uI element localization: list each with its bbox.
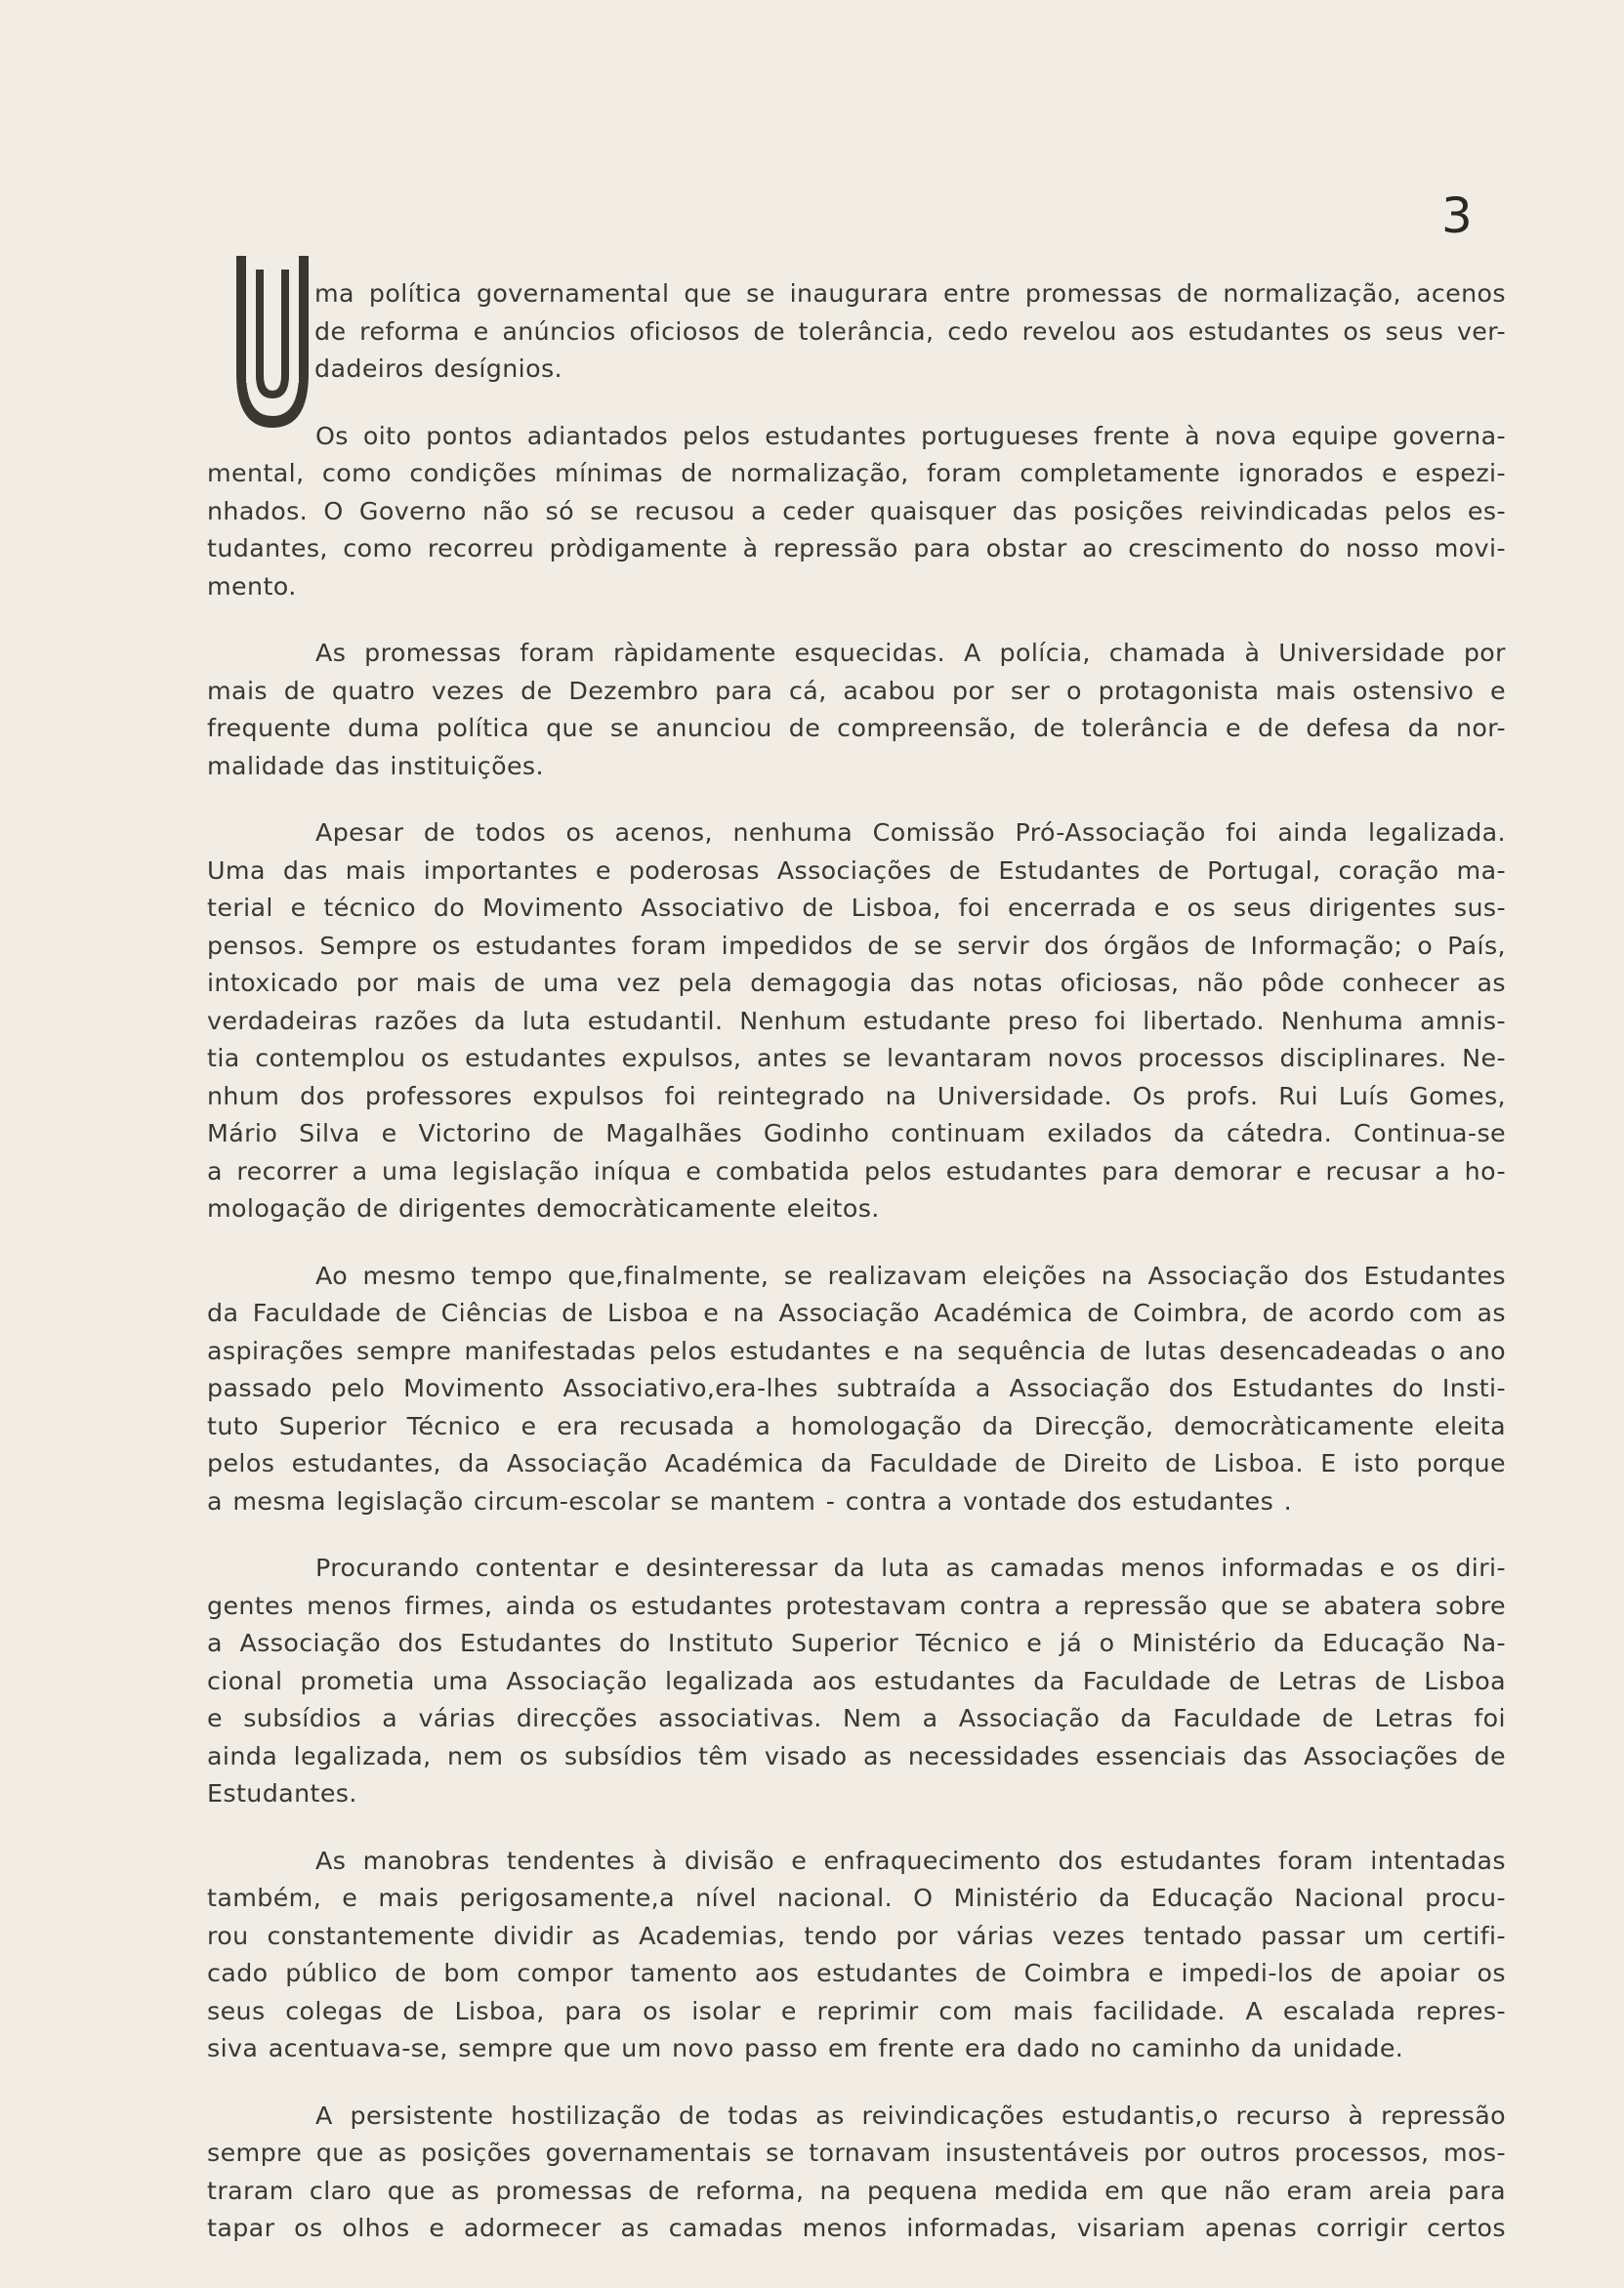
- text-line: e subsídios a várias direcções associativas. Nem a Associação da Faculdade de Letras foi: [207, 1704, 1506, 1732]
- text-line: Os oito pontos adiantados pelos estudantes portugueses frente à nova equipe governa-: [315, 421, 1506, 450]
- text-line: a mesma legislação circum-escolar se mantem - contra a vontade dos estudantes .: [207, 1486, 1293, 1516]
- text-line: Ao mesmo tempo que,finalmente, se realizavam eleições na Associação dos Estudantes: [315, 1261, 1506, 1290]
- text-line: frequente duma política que se anunciou de compreensão, de tolerância e de defesa da nor-: [207, 714, 1506, 742]
- text-line: Procurando contentar e desinteressar da luta as camadas menos informadas e os diri-: [315, 1554, 1506, 1582]
- text-line: tudantes, como recorreu pròdigamente à repressão para obstar ao crescimento do nosso movi-: [207, 534, 1506, 562]
- text-line: pelos estudantes, da Associação Académica da Faculdade de Direito de Lisboa. E isto porque: [207, 1449, 1506, 1477]
- text-line: ma política governamental que se inaugurara entre promessas de normalização, acenos: [314, 279, 1506, 308]
- paragraph-4: [207, 814, 1506, 1228]
- text-line: tuto Superior Técnico e era recusada a homologação da Direcção, democràticamente eleita: [207, 1411, 1506, 1440]
- paragraph-5: [207, 1258, 1506, 1521]
- text-line: rou constantemente dividir as Academias, tendo por várias vezes tentado passar um certifi-: [207, 1921, 1506, 1950]
- text-line: terial e técnico do Movimento Associativo de Lisboa, foi encerrada e os seus dirigentes sus-: [207, 894, 1506, 922]
- text-line: A persistente hostilização de todas as reivindicações estudantis,o recurso à repressão: [315, 2101, 1506, 2130]
- text-line: passado pelo Movimento Associativo,era-lhes subtraída a Associação dos Estudantes do Insti-: [207, 1374, 1506, 1402]
- text-line: ainda legalizada, nem os subsídios têm visado as necessidades essenciais das Associações de: [207, 1741, 1506, 1770]
- text-line: nhados. O Governo não só se recusou a ceder quaisquer das posições reivindicadas pelos es-: [207, 496, 1506, 525]
- paragraph-1: [207, 275, 1506, 389]
- text-line: cional prometia uma Associação legalizada aos estudantes da Faculdade de Letras de Lisboa: [207, 1666, 1506, 1695]
- text-line: a recorrer a uma legislação iníqua e combatida pelos estudantes para demorar e recusar a ho-: [207, 1156, 1506, 1186]
- page-number: 3: [1441, 187, 1473, 244]
- text-line: Uma das mais importantes e poderosas Associações de Estudantes de Portugal, coração ma-: [207, 855, 1506, 885]
- text-line: pensos. Sempre os estudantes foram impedidos de se servir dos órgãos de Informação; o País,: [207, 931, 1506, 960]
- text-line: mento.: [207, 571, 297, 601]
- paragraph-6: [207, 1550, 1506, 1813]
- text-line: mental, como condições mínimas de normalização, foram completamente ignorados e espezi-: [207, 459, 1506, 487]
- paragraph-3: [207, 635, 1506, 785]
- text-line: da Faculdade de Ciências de Lisboa e na Associação Académica de Coimbra, de acordo com as: [207, 1299, 1506, 1327]
- text-line: também, e mais perigosamente,a nível nacional. O Ministério da Educação Nacional procu-: [207, 1884, 1506, 1912]
- text-line: As manobras tendentes à divisão e enfraquecimento dos estudantes foram intentadas: [315, 1846, 1506, 1875]
- paragraph-2: [207, 418, 1506, 606]
- text-line: nhum dos professores expulsos foi reintegrado na Universidade. Os profs. Rui Luís Gomes,: [207, 1081, 1506, 1110]
- text-line: cado público de bom compor tamento aos estudantes de Coimbra e impedi-los de apoiar os: [207, 1959, 1506, 1987]
- text-line: intoxicado por mais de uma vez pela demagogia das notas oficiosas, não pôde conhecer as: [207, 969, 1506, 997]
- text-line: siva acentuava-se, sempre que um novo passo em frente era dado no caminho da unidade.: [207, 2034, 1404, 2062]
- text-line: tapar os olhos e adormecer as camadas menos informadas, visariam apenas corrigir certos: [207, 2214, 1506, 2242]
- text-line: de reforma e anúncios oficiosos de tolerância, cedo revelou aos estudantes os seus ver-: [314, 316, 1506, 346]
- text-line: As promessas foram ràpidamente esquecidas. A polícia, chamada à Universidade por: [315, 639, 1506, 667]
- text-line: Estudantes.: [207, 1779, 357, 1808]
- text-line: seus colegas de Lisboa, para os isolar e reprimir com mais facilidade. A escalada repres-: [207, 1996, 1506, 2025]
- text-line: dadeiros desígnios.: [314, 354, 562, 383]
- text-line: traram claro que as promessas de reforma, na pequena medida em que não eram areia para: [207, 2176, 1506, 2205]
- text-line: gentes menos firmes, ainda os estudantes protestavam contra a repressão que se abatera sobre: [207, 1591, 1506, 1620]
- paragraph-8: [207, 2098, 1506, 2248]
- text-line: sempre que as posições governamentais se tornavam insustentáveis por outros processos, mos-: [207, 2139, 1506, 2167]
- paragraph-7: [207, 1843, 1506, 2068]
- text-line: mologação de dirigentes democràticamente eleitos.: [207, 1194, 880, 1223]
- text-line: aspirações sempre manifestadas pelos estudantes e na sequência de lutas desencadeadas o ano: [207, 1336, 1506, 1365]
- text-line: Apesar de todos os acenos, nenhuma Comissão Pró-Associação foi ainda legalizada.: [315, 818, 1506, 847]
- article-body: [207, 275, 1506, 2248]
- text-line: Mário Silva e Victorino de Magalhães Godinho continuam exilados da cátedra. Continua-se: [207, 1119, 1506, 1147]
- text-line: tia contemplou os estudantes expulsos, antes se levantaram novos processos disciplinares. Ne-: [207, 1044, 1506, 1072]
- text-line: verdadeiras razões da luta estudantil. Nenhum estudante preso foi libertado. Nenhuma amnis-: [207, 1006, 1506, 1035]
- text-line: a Associação dos Estudantes do Instituto Superior Técnico e já o Ministério da Educação Na-: [207, 1629, 1506, 1657]
- text-line: malidade das instituições.: [207, 751, 544, 780]
- text-line: mais de quatro vezes de Dezembro para cá, acabou por ser o protagonista mais ostensivo e: [207, 676, 1506, 705]
